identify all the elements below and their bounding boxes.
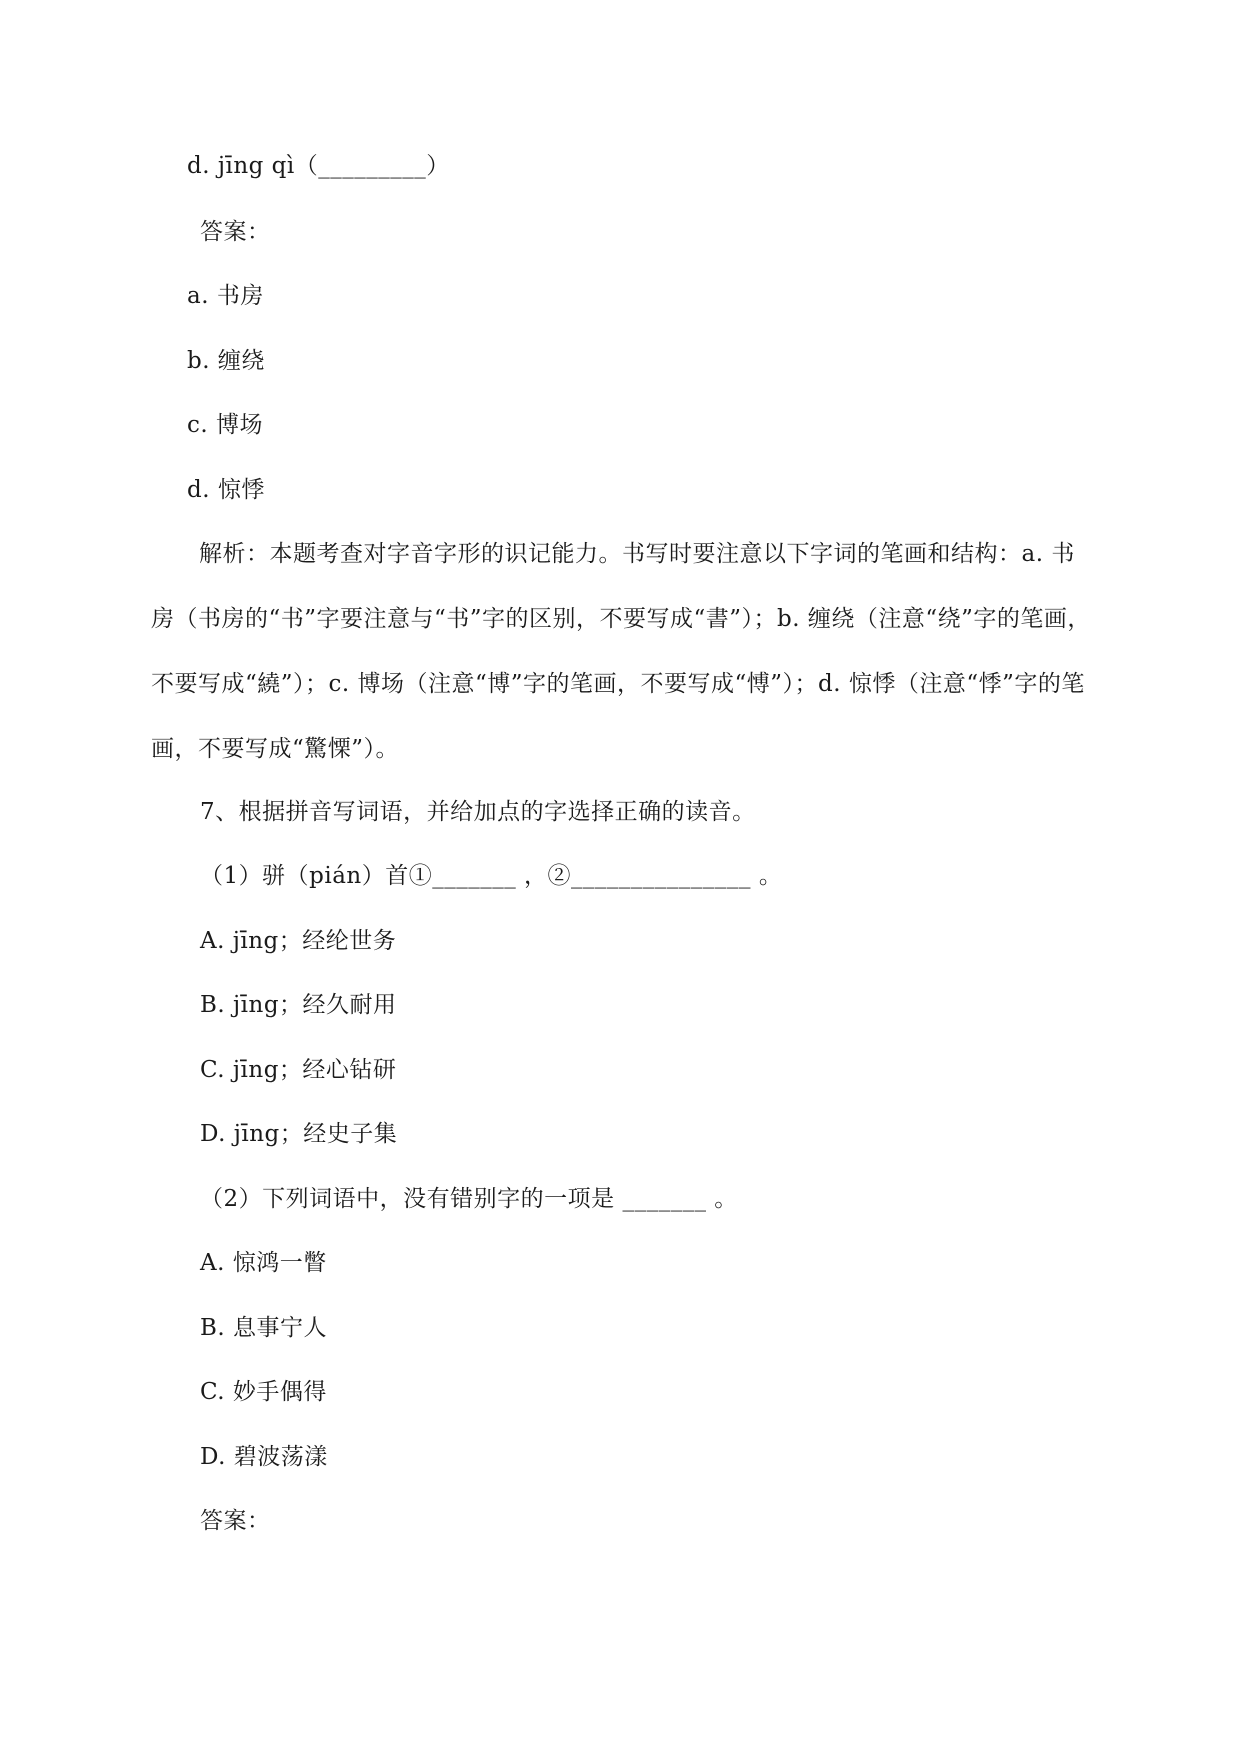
answer-label: 答案：	[200, 1508, 271, 1534]
option-item: A. jīng；经纶世务	[200, 928, 397, 954]
option-item: C. jīng；经心钻研	[200, 1057, 397, 1083]
option-item: C. 妙手偶得	[200, 1379, 327, 1405]
option-item: B. jīng；经久耐用	[200, 992, 397, 1018]
sub-question-1: （1）骈（pián）首①_______ ，②_______________ 。	[200, 863, 783, 889]
option-item: B. 息事宁人	[200, 1315, 328, 1341]
question-7: 7、根据拼音写词语，并给加点的字选择正确的读音。	[200, 799, 756, 825]
analysis-paragraph: 解析：本题考查对字音字形的识记能力。书写时要注意以下字词的笔画和结构：a. 书房（书房的“书”字要注意与“书”字的区别，不要写成“書”）；b. 缠绕（注意“绕”字的笔画，不要写成“繞”）；c. 博场（注意“博”字的笔画，不要写成“愽”）；d. 惊悸（注意“悸”字的笔画，不要写成“驚慄”）。	[151, 541, 1091, 762]
option-item: D. 碧波荡漾	[200, 1444, 328, 1470]
answer-label: 答案：	[200, 219, 271, 245]
answer-item: d. 惊悸	[187, 477, 265, 503]
option-item: D. jīng；经史子集	[200, 1121, 398, 1147]
answer-item: b. 缠绕	[187, 348, 265, 374]
option-item: A. 惊鸿一瞥	[200, 1250, 327, 1276]
answer-item: a. 书房	[187, 283, 264, 309]
sub-question-2: （2）下列词语中，没有错别字的一项是 _______ 。	[200, 1186, 738, 1212]
option-d-pinyin: d. jīng qì（_________）	[187, 153, 450, 179]
answer-item: c. 博场	[187, 412, 264, 438]
